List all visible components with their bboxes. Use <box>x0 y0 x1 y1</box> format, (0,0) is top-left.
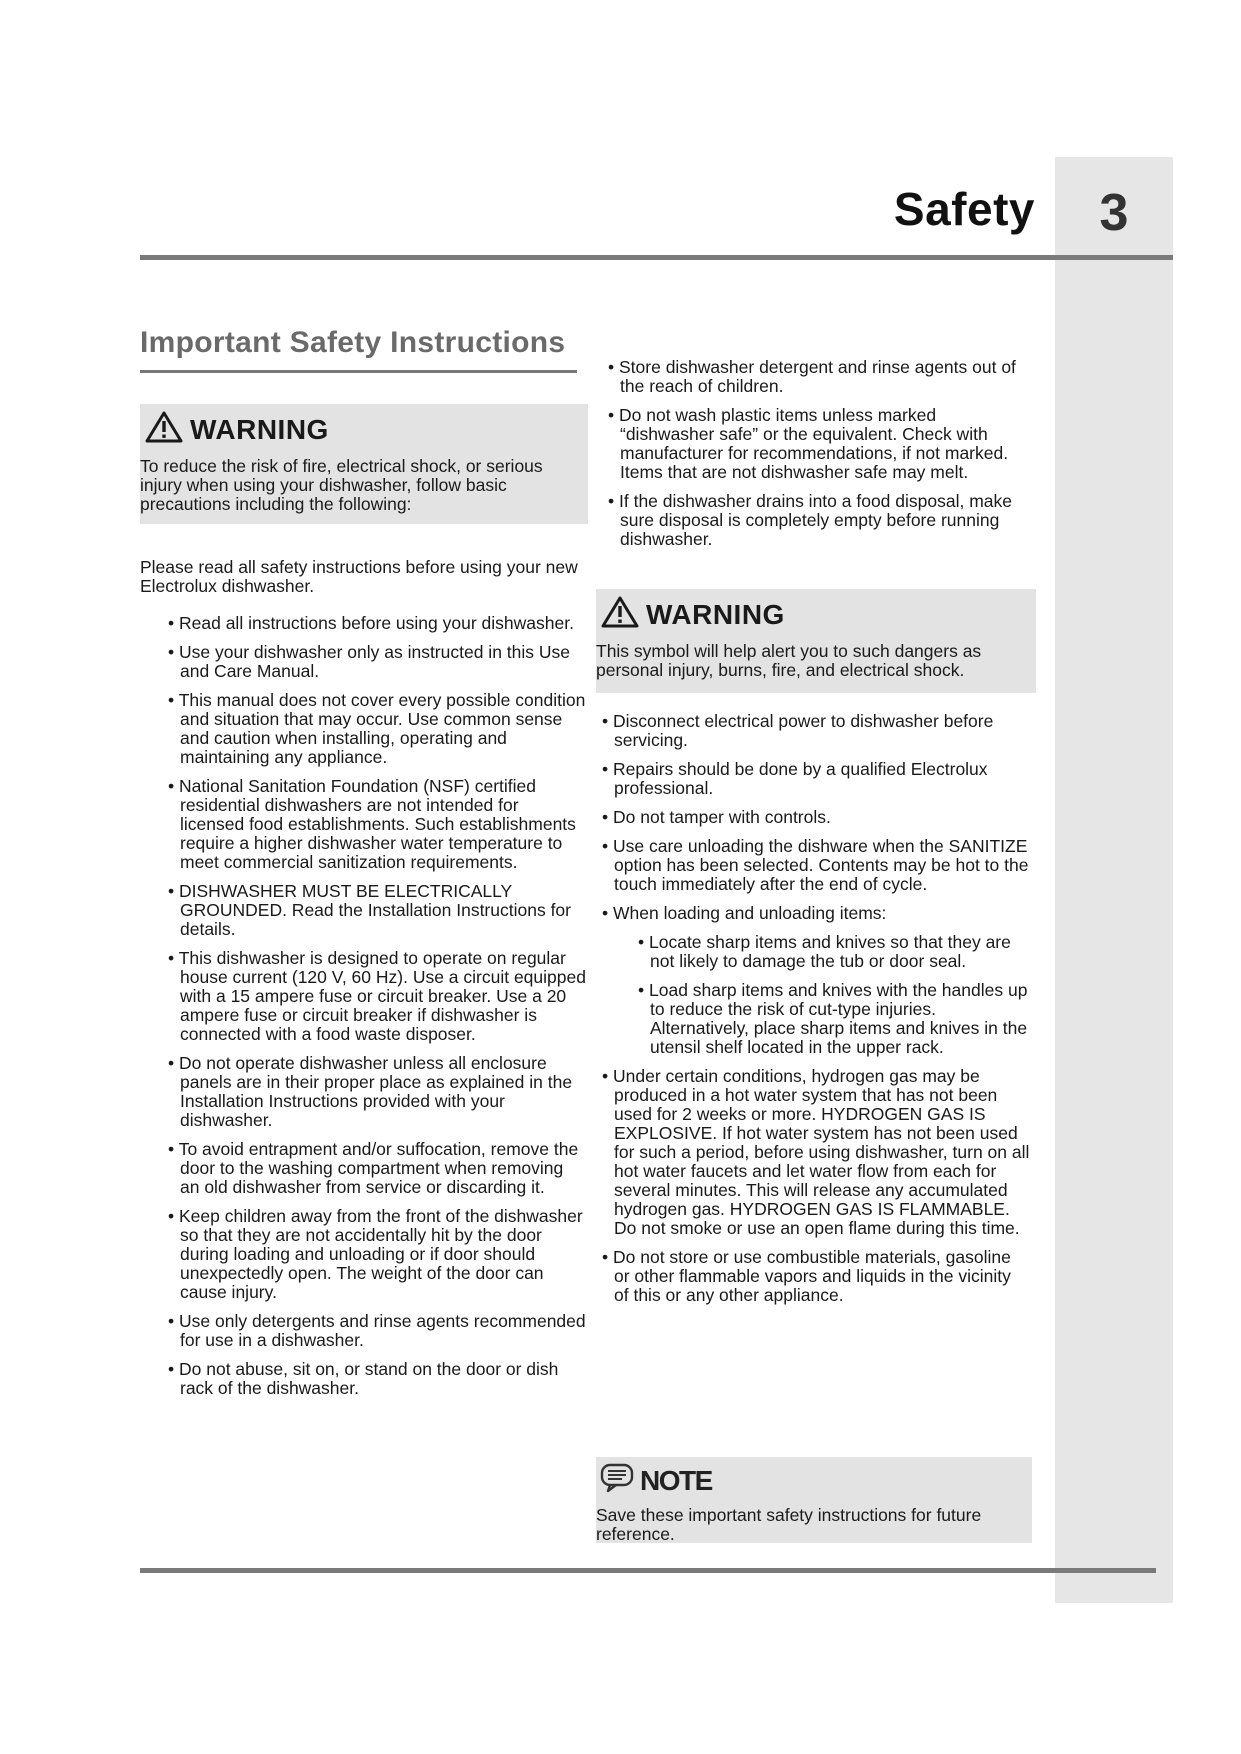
list-item: • Do not abuse, sit on, or stand on the door or dish rack of the dishwasher. <box>166 1360 586 1398</box>
note-title: NOTE <box>640 1464 712 1496</box>
note-speech-icon <box>600 1463 634 1498</box>
note-text: Save these important safety instructions for future reference. <box>596 1505 982 1544</box>
right-bullet-list <box>600 712 1030 1315</box>
list-item: • Use your dishwasher only as instructed in this Use and Care Manual. <box>166 643 586 681</box>
list-item: • This dishwasher is designed to operate on regular house current (120 V, 60 Hz). Use a circuit equipped with a 15 ampere fuse or circuit breaker. Use a 20 ampere fuse or circuit breaker if dishwasher is connected with a food waste disposer. <box>166 949 586 1044</box>
list-item: • Disconnect electrical power to dishwasher before servicing. <box>600 712 1030 750</box>
list-item: • Repairs should be done by a qualified Electrolux professional. <box>600 760 1030 798</box>
list-item: • Do not operate dishwasher unless all enclosure panels are in their proper place as explained in the Installation Instructions provided with your dishwasher. <box>166 1054 586 1130</box>
list-sub-item: • Locate sharp items and knives so that they are not likely to damage the tub or door seal. <box>636 933 1030 971</box>
list-item: • Do not store or use combustible materials, gasoline or other flammable vapors and liquids in the vicinity of this or any other appliance. <box>600 1248 1030 1305</box>
list-item: • Store dishwasher detergent and rinse agents out of the reach of children. <box>606 358 1026 396</box>
page-number: 3 <box>1099 184 1129 242</box>
list-item: • Under certain conditions, hydrogen gas may be produced in a hot water system that has not been used for 2 weeks or more. HYDROGEN GAS IS EXPLOSIVE. If hot water system has not been used for such a period, before using dishwasher, turn on all hot water faucets and let water flow from each for several minutes. This will release any accumulated hydrogen gas. HYDROGEN GAS IS FLAMMABLE. Do not smoke or use an open flame during this time. <box>600 1067 1030 1238</box>
warning-text: To reduce the risk of fire, electrical shock, or serious injury when using your dishwasher, follow basic precautions including the following: <box>140 456 543 514</box>
list-item: • If the dishwasher drains into a food disposal, make sure disposal is completely empty before running dishwasher. <box>606 492 1026 549</box>
note-box <box>596 1457 1032 1543</box>
left-bullet-list <box>166 614 586 1408</box>
list-item: • Do not tamper with controls. <box>600 808 1030 827</box>
page-heading: Important Safety Instructions <box>140 326 566 359</box>
list-sub-item: • Load sharp items and knives with the handles up to reduce the risk of cut-type injuries. Alternatively, place sharp items and knives in the utensil shelf located in the upper rack. <box>636 981 1030 1057</box>
list-item: • Use only detergents and rinse agents recommended for use in a dishwasher. <box>166 1312 586 1350</box>
right-top-bullet-list <box>606 358 1026 559</box>
warning-box-secondary <box>596 589 1036 693</box>
list-item: • Use care unloading the dishware when the SANITIZE option has been selected. Contents may be hot to the touch immediately after the end of cycle. <box>600 837 1030 894</box>
warning-triangle-icon <box>144 410 184 449</box>
warning-text: This symbol will help alert you to such dangers as personal injury, burns, fire, and electrical shock. <box>596 641 982 680</box>
heading-divider <box>140 370 577 373</box>
list-item: • DISHWASHER MUST BE ELECTRICALLY GROUNDED. Read the Installation Instructions for details. <box>166 882 586 939</box>
list-item: • When loading and unloading items: <box>600 904 1030 923</box>
list-item: • This manual does not cover every possible condition and situation that may occur. Use common sense and caution when installing, operating and maintaining any appliance. <box>166 691 586 767</box>
list-item: • Read all instructions before using your dishwasher. <box>166 614 586 633</box>
header-divider <box>140 255 1173 260</box>
warning-box <box>140 404 588 524</box>
intro-paragraph: Please read all safety instructions before using your new Electrolux dishwasher. <box>140 557 578 596</box>
list-item: • To avoid entrapment and/or suffocation, remove the door to the washing compartment when removing an old dishwasher from service or discarding it. <box>166 1140 586 1197</box>
section-title: Safety <box>893 183 1035 235</box>
list-item: • National Sanitation Foundation (NSF) certified residential dishwashers are not intended for licensed food establishments. Such establishments require a higher dishwasher water temperature to meet commercial sanitization requirements. <box>166 777 586 872</box>
list-item: • Keep children away from the front of the dishwasher so that they are not accidentally hit by the door during loading and unloading or if door should unexpectedly open. The weight of the door can cause injury. <box>166 1207 586 1302</box>
warning-triangle-icon <box>600 595 640 634</box>
page-tab <box>1055 157 1173 1603</box>
footer-divider <box>140 1568 1156 1573</box>
warning-title: WARNING <box>190 413 329 445</box>
warning-title: WARNING <box>646 598 785 630</box>
list-item: • Do not wash plastic items unless marked “dishwasher safe” or the equivalent. Check with manufacturer for recommendations, if not marked. Items that are not dishwasher safe may melt. <box>606 406 1026 482</box>
